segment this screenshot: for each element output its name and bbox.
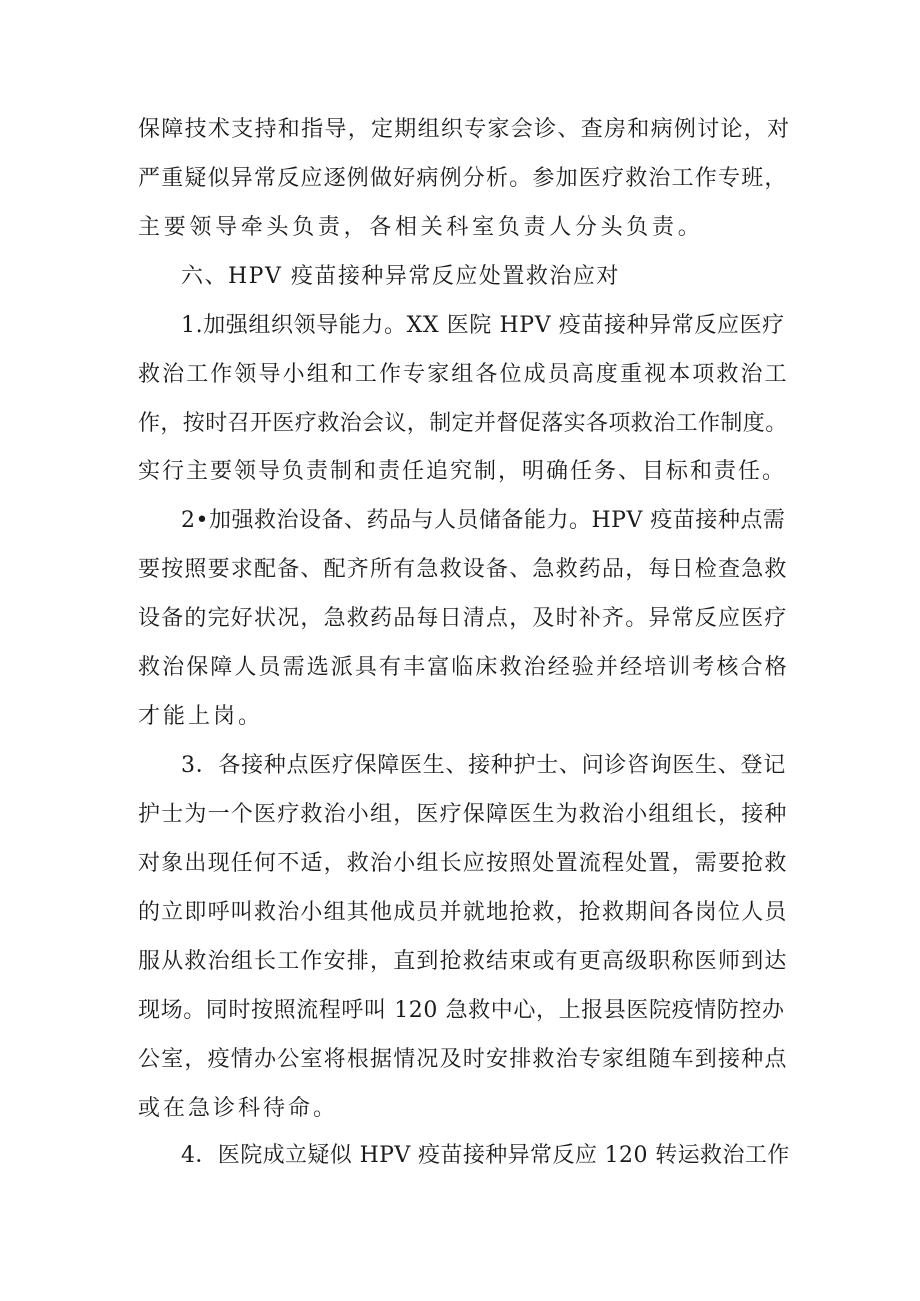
text-line-10: 要按照要求配备、配齐所有急救设备、急救药品，每日检查急救 [138, 557, 788, 582]
text-line-16: 对象出现任何不适，救治小组长应按照处置流程处置，需要抢救 [138, 851, 788, 876]
text-line-22: 4．医院成立疑似 HPV 疫苗接种异常反应 120 转运救治工作 [181, 1143, 790, 1168]
text-line-2: 严重疑似异常反应逐例做好病例分析。参加医疗救治工作专班， [138, 166, 788, 191]
text-line-21: 或在急诊科待命。 [138, 1096, 339, 1121]
text-line-8: 实行主要领导负责制和责任追究制，明确任务、目标和责任。 [138, 459, 787, 484]
text-line-3: 主要领导牵头负责，各相关科室负责人分头负责。 [138, 215, 704, 240]
text-line-20: 公室，疫情办公室将根据情况及时安排救治专家组随车到接种点 [138, 1047, 788, 1072]
text-line-18: 服从救治组长工作安排，直到抢救结束或有更高级职称医师到达 [138, 949, 788, 974]
section-heading: 六、HPV 疫苗接种异常反应处置救治应对 [181, 264, 620, 289]
text-line-5: 1.加强组织领导能力。XX 医院 HPV 疫苗接种异常反应医疗 [181, 313, 785, 338]
text-line-1: 保障技术支持和指导，定期组织专家会诊、查房和病例讨论，对 [138, 117, 791, 142]
text-line-7: 作，按时召开医疗救治会议，制定并督促落实各项救治工作制度。 [138, 411, 788, 436]
text-line-17: 的立即呼叫救治小组其他成员并就地抢救，抢救期间各岗位人员 [138, 900, 788, 925]
text-line-9: 2•加强救治设备、药品与人员储备能力。HPV 疫苗接种点需 [181, 508, 786, 533]
text-line-12: 救治保障人员需选派具有丰富临床救治经验并经培训考核合格 [138, 655, 789, 680]
text-line-6: 救治工作领导小组和工作专家组各位成员高度重视本项救治工 [138, 362, 789, 387]
text-line-19: 现场。同时按照流程呼叫 120 急救中心，上报县医院疫情防控办 [138, 998, 785, 1023]
text-line-15: 护士为一个医疗救治小组，医疗保障医生为救治小组组长，接种 [138, 802, 788, 827]
text-line-14: 3．各接种点医疗保障医生、接种护士、问诊咨询医生、登记 [181, 753, 786, 778]
text-line-11: 设备的完好状况，急救药品每日清点，及时补齐。异常反应医疗 [138, 606, 788, 631]
text-line-13: 才能上岗。 [138, 704, 264, 729]
